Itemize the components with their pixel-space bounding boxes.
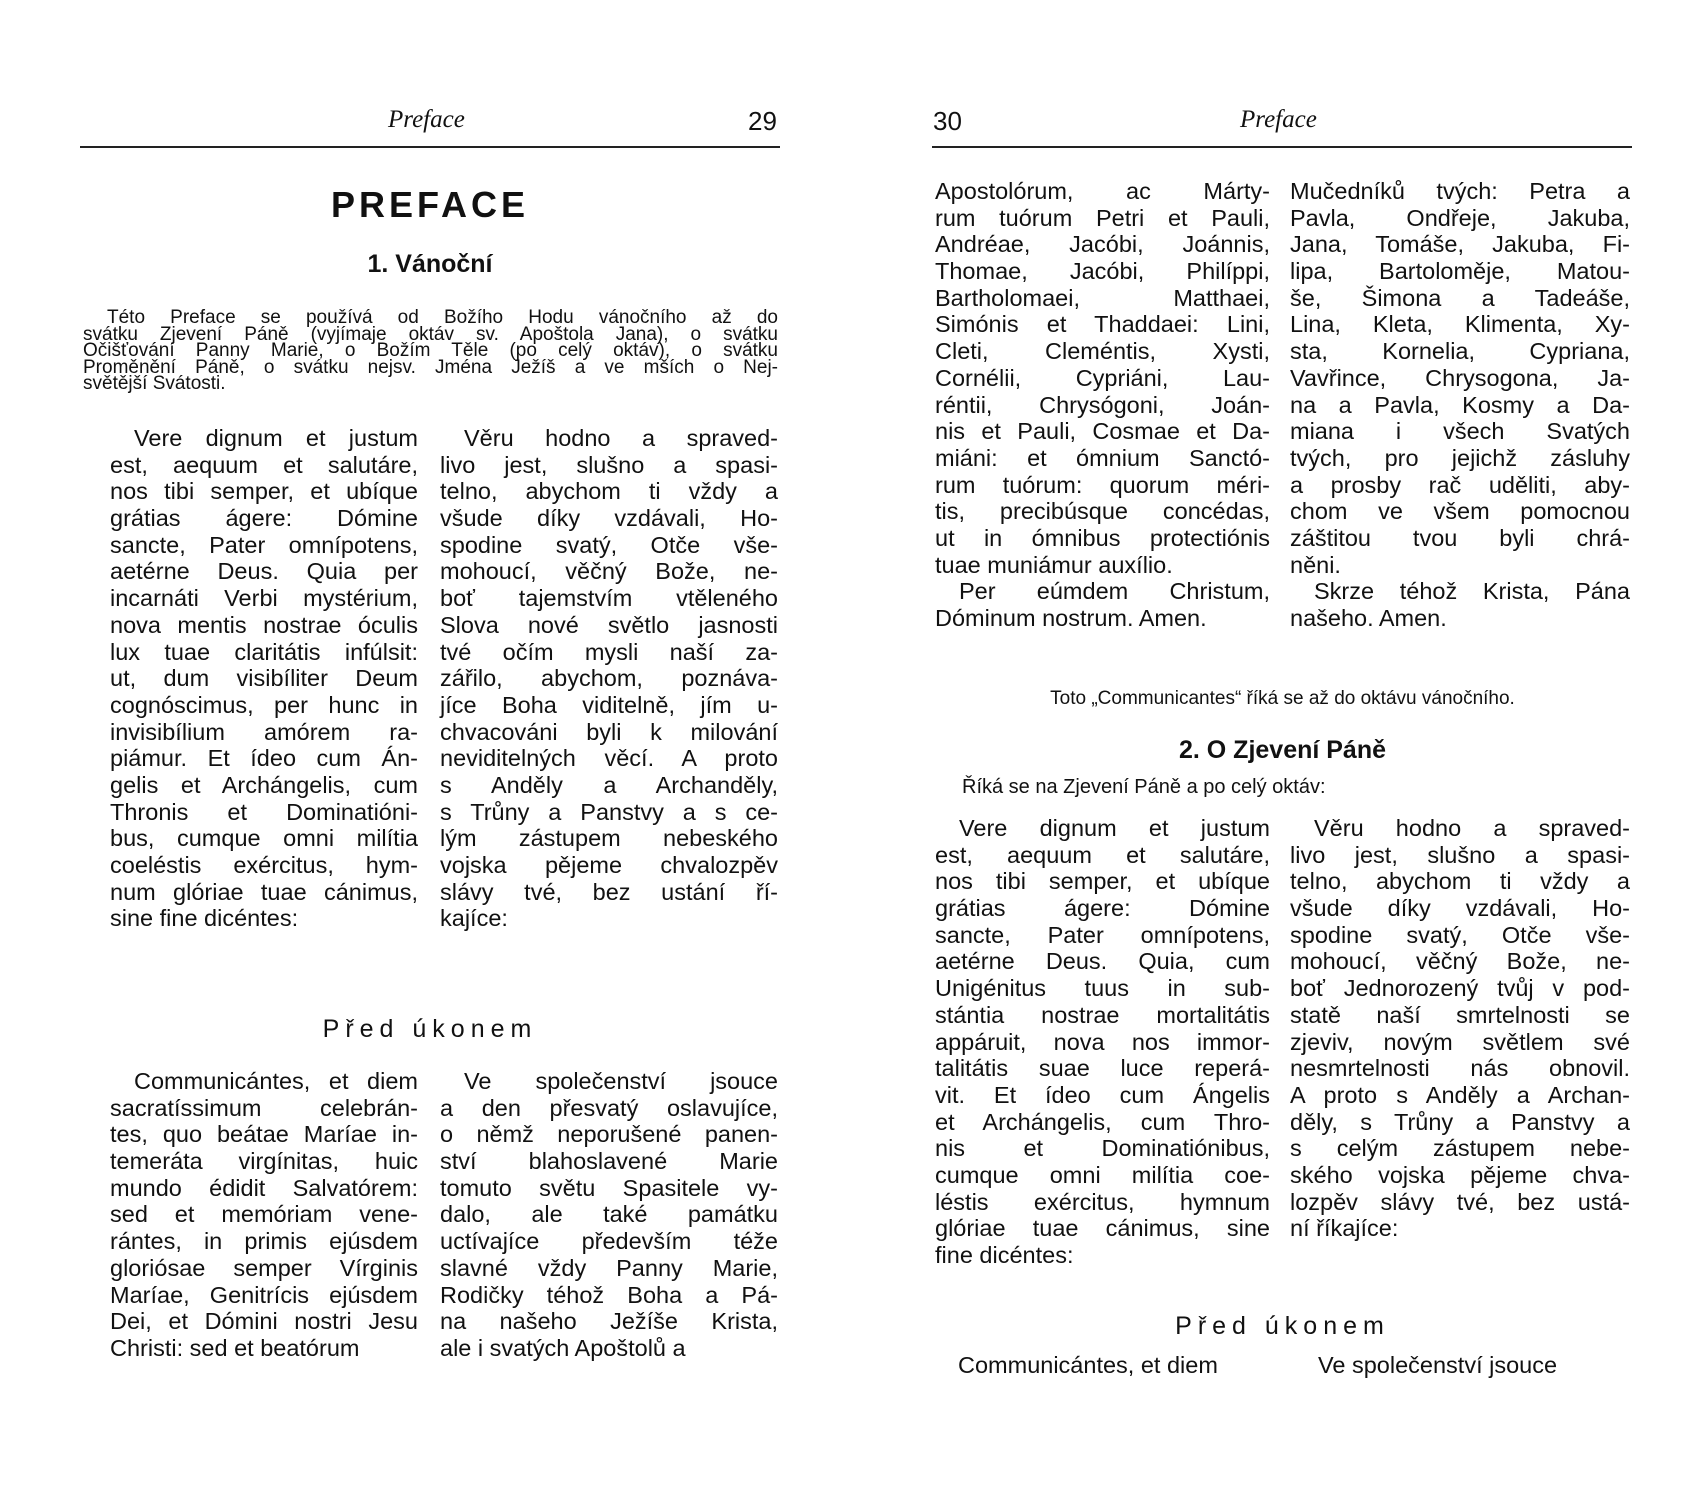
text-line: lipa, Bartoloměje, Matou- xyxy=(1290,258,1630,285)
running-header-right: Preface xyxy=(1240,106,1317,133)
subheading-communicantes: Před úkonem xyxy=(322,1015,538,1043)
text-line: tes, quo beátae Maríae in- xyxy=(110,1121,418,1148)
text-line: Maríae, Genitrícis ejúsdem xyxy=(110,1281,418,1308)
text-line: s Anděly a Archanděly, xyxy=(440,771,778,798)
text-line: sed et memóriam vene- xyxy=(110,1201,418,1228)
text-line: ní říkajíce: xyxy=(1290,1215,1399,1242)
text-line: invisibílium amórem ra- xyxy=(110,718,418,745)
text-line: mohoucí, věčný Bože, ne- xyxy=(440,558,778,585)
text-line: talitátis suae luce reperá- xyxy=(935,1055,1270,1082)
text-line: Dei, et Dómini nostri Jesu xyxy=(110,1308,418,1335)
text-line: Ve společenství jsouce xyxy=(464,1068,778,1094)
text-line: fine dicéntes: xyxy=(935,1242,1074,1268)
text-line: nos tibi semper, et ubíque xyxy=(935,868,1270,895)
text-line: grátias ágere: Dómine xyxy=(110,505,418,532)
text-line: ství blahoslavené Marie xyxy=(440,1148,778,1175)
text-line: s celým zástupem nebe- xyxy=(1290,1135,1630,1162)
text-line: nesmrtelnosti nás obnovil. xyxy=(1290,1055,1630,1082)
text-line: boť tajemstvím vtěleného xyxy=(440,585,778,612)
rubric-epiphany: Říká se na Zjevení Páně a po celý oktáv: xyxy=(962,776,1326,798)
text-line: tvých, pro jejichž zásluhy xyxy=(1290,444,1630,471)
text-line: sancte, Pater omnípotens, xyxy=(110,531,418,558)
text-line: záštitou tvou byli chrá- xyxy=(1290,524,1630,551)
text-line: gloriósae semper Vírginis xyxy=(110,1254,418,1281)
text-line: spodine svatý, Otče vše- xyxy=(440,531,778,558)
text-line: Per eúmdem Christum, xyxy=(959,578,1270,605)
text-line: sacratíssimum celebrán- xyxy=(110,1094,418,1121)
text-line: zjeviv, novým světlem své xyxy=(1290,1028,1630,1055)
text-line: A proto s Anděly a Archan- xyxy=(1290,1081,1630,1108)
text-line: še, Šimona a Tadeáše, xyxy=(1290,284,1630,311)
text-line: stántia nostrae mortalitátis xyxy=(935,1001,1270,1028)
text-line: nos tibi semper, et ubíque xyxy=(110,478,418,505)
text-line: boť Jednorozený tvůj v pod- xyxy=(1290,975,1630,1002)
text-line: chom ve všem pomocnou xyxy=(1290,498,1630,525)
rubric-christmas xyxy=(83,305,778,394)
text-line: Unigénitus tuus in sub- xyxy=(935,975,1270,1002)
text-line: chvacováni byli k milování xyxy=(440,718,778,745)
text-line: réntii, Chrysógoni, Joán- xyxy=(935,391,1270,418)
text-line: telno, abychom ti vždy a xyxy=(1290,868,1630,895)
text-line: coeléstis exércitus, hym- xyxy=(110,852,418,878)
text-line: miana i všech Svatých xyxy=(1290,418,1630,445)
text-line: Vere dignum et justum xyxy=(134,425,418,451)
text-line: tis, precibúsque concédas, xyxy=(935,498,1270,525)
text-line: Skrze téhož Krista, Pána xyxy=(1314,578,1630,605)
latin-line-final: Communicántes, et diem xyxy=(958,1352,1218,1378)
czech-line-final: Ve společenství jsouce xyxy=(1318,1352,1558,1378)
text-line: něni. xyxy=(1290,551,1341,578)
text-line: Mučedníků tvých: Petra a xyxy=(1290,178,1630,204)
text-line: slávy tvé, bez ustání ří- xyxy=(440,878,778,905)
section-title-epiphany: 2. O Zjevení Páně xyxy=(1178,736,1387,764)
text-line: dalo, ale také památku xyxy=(440,1201,778,1228)
text-line: všude díky vzdávali, Ho- xyxy=(1290,895,1630,922)
page-title: PREFACE xyxy=(330,184,530,225)
section-title-christmas: 1. Vánoční xyxy=(367,250,493,278)
text-line: nis et Dominatiónibus, xyxy=(935,1135,1270,1162)
text-line: a den přesvatý oslavujíce, xyxy=(440,1094,778,1121)
text-line: Rodičky téhož Boha a Pá- xyxy=(440,1281,778,1308)
text-line: a prosby rač uděliti, aby- xyxy=(1290,471,1630,498)
text-line: incarnáti Verbi mystérium, xyxy=(110,585,418,612)
czech-column-2 xyxy=(440,1068,778,1362)
text-line: lým zástupem nebeského xyxy=(440,825,778,852)
header-rule-left xyxy=(80,146,780,148)
text-line: est, aequum et salutáre, xyxy=(935,841,1270,868)
text-line: lux tuae claritátis infúlsit: xyxy=(110,638,418,665)
text-line: Vere dignum et justum xyxy=(959,815,1270,841)
text-line: zářilo, abychom, poznáva- xyxy=(440,665,778,692)
subheading-communicantes-2: Před úkonem xyxy=(1175,1312,1390,1340)
text-line: Christi: sed et beatórum xyxy=(110,1334,360,1361)
text-line: glóriae tuae cánimus, sine xyxy=(935,1215,1270,1242)
text-line: miáni: et ómnium Sanctó- xyxy=(935,444,1270,471)
text-line: Vavřince, Chrysogona, Ja- xyxy=(1290,364,1630,391)
text-line: světější Svátosti. xyxy=(83,373,226,394)
text-line: ut, dum visibíliter Deum xyxy=(110,665,418,692)
text-line: nova mentis nostrae óculis xyxy=(110,611,418,638)
text-line: Této Preface se používá od Božího Hodu vánočního až do xyxy=(107,307,778,328)
text-line: Slova nové světlo jasnosti xyxy=(440,611,778,638)
text-line: Věru hodno a spraved- xyxy=(1314,815,1630,841)
text-line: mohoucí, věčný Bože, ne- xyxy=(1290,948,1630,975)
text-line: děly, s Trůny a Panstvy a xyxy=(1290,1108,1630,1135)
czech-column-3 xyxy=(1290,178,1630,632)
text-line: Thronis et Dominatióni- xyxy=(110,798,418,825)
text-line: svátku Zjevení Páně (vyjímaje oktáv sv. Apoštola Jana), o svátku xyxy=(83,323,778,345)
text-line: Cleti, Cleméntis, Xysti, xyxy=(935,338,1270,365)
text-line: všude díky vzdávali, Ho- xyxy=(440,505,778,532)
czech-column-4 xyxy=(1290,815,1630,1242)
text-line: appáruit, nova nos immor- xyxy=(935,1028,1270,1055)
text-line: ského vojska pějeme chva- xyxy=(1290,1161,1630,1188)
text-line: Cornélii, Cypriáni, Lau- xyxy=(935,364,1270,391)
text-line: num glóriae tuae cánimus, xyxy=(110,878,418,905)
latin-column-4 xyxy=(935,815,1270,1269)
text-line: rum tuórum Petri et Pauli, xyxy=(935,204,1270,231)
text-line: sancte, Pater omnípotens, xyxy=(935,921,1270,948)
text-line: sine fine dicéntes: xyxy=(110,905,299,932)
text-line: cumque omni milítia coe- xyxy=(935,1161,1270,1188)
text-line: vojska pějeme chvalozpěv xyxy=(440,852,778,878)
text-line: aetérne Deus. Quia, cum xyxy=(935,948,1270,975)
text-line: Pavla, Ondřeje, Jakuba, xyxy=(1290,204,1630,231)
text-line: sta, Kornelia, Cypriana, xyxy=(1290,338,1630,365)
text-line: s Trůny a Panstvy a s ce- xyxy=(440,798,778,825)
text-line: aetérne Deus. Quia per xyxy=(110,558,418,585)
latin-column-1 xyxy=(110,425,418,932)
text-line: piámur. Et ídeo cum Án- xyxy=(110,745,418,772)
text-line: na našeho Ježíše Krista, xyxy=(440,1308,778,1335)
text-line: Apostolórum, ac Márty- xyxy=(935,178,1270,204)
text-line: temeráta virgínitas, huic xyxy=(110,1148,418,1175)
text-line: et Archángelis, cum Thro- xyxy=(935,1108,1270,1135)
text-line: neviditelných věcí. A proto xyxy=(440,745,778,772)
text-line: livo jest, slušno a spasi- xyxy=(1290,841,1630,868)
text-line: kajíce: xyxy=(440,905,508,932)
czech-column-1 xyxy=(440,425,778,932)
text-line: est, aequum et salutáre, xyxy=(110,451,418,478)
text-line: vit. Et ídeo cum Ángelis xyxy=(935,1081,1270,1108)
page-number-left: 29 xyxy=(748,106,777,136)
text-line: ale i svatých Apoštolů a xyxy=(440,1334,686,1361)
text-line: našeho. Amen. xyxy=(1290,605,1447,631)
text-line: rántes, in primis ejúsdem xyxy=(110,1228,418,1255)
text-line: Dóminum nostrum. Amen. xyxy=(935,605,1207,631)
text-line: mundo édidit Salvatórem: xyxy=(110,1174,418,1201)
text-line: statě naší smrtelnosti se xyxy=(1290,1001,1630,1028)
text-line: gelis et Archángelis, cum xyxy=(110,771,418,798)
text-line: Simónis et Thaddaei: Lini, xyxy=(935,311,1270,338)
text-line: Communicántes, et diem xyxy=(134,1068,418,1094)
text-line: na a Pavla, Kosmy a Da- xyxy=(1290,391,1630,418)
text-line: tvé očím mysli naší za- xyxy=(440,638,778,665)
text-line: Lina, Kleta, Klimenta, Xy- xyxy=(1290,311,1630,338)
text-line: cognóscimus, per hunc in xyxy=(110,691,418,718)
text-line: uctívajíce především téže xyxy=(440,1228,778,1255)
text-line: telno, abychom ti vždy a xyxy=(440,478,778,505)
header-rule-right xyxy=(932,146,1632,148)
text-line: Andréae, Jacóbi, Joánnis, xyxy=(935,231,1270,258)
text-line: lozpěv slávy tvé, bez ustá- xyxy=(1290,1188,1630,1215)
text-line: léstis exércitus, hymnum xyxy=(935,1188,1270,1215)
page-number-right: 30 xyxy=(933,106,962,136)
latin-column-2 xyxy=(110,1068,418,1362)
text-line: rum tuórum: quorum méri- xyxy=(935,471,1270,498)
text-line: livo jest, slušno a spasi- xyxy=(440,451,778,478)
text-line: Proměnění Páně, o svátku nejsv. Jména Ježíš a ve mších o Nej- xyxy=(83,356,778,378)
text-line: grátias ágere: Dómine xyxy=(935,895,1270,922)
text-line: ut in ómnibus protectiónis xyxy=(935,524,1270,551)
text-line: nis et Pauli, Cosmae et Da- xyxy=(935,418,1270,445)
text-line: jíce Boha viditelně, jím u- xyxy=(440,691,778,718)
rubric-communicantes: Toto „Communicantes“ říká se až do oktávu vánočního. xyxy=(1050,688,1515,709)
text-line: bus, cumque omni milítia xyxy=(110,825,418,852)
text-line: tuae muniámur auxílio. xyxy=(935,551,1173,578)
text-line: slavné vždy Panny Marie, xyxy=(440,1254,778,1281)
text-line: Věru hodno a spraved- xyxy=(464,425,778,451)
running-header-left: Preface xyxy=(388,106,465,133)
text-line: Thomae, Jacóbi, Philíppi, xyxy=(935,258,1270,285)
text-line: Očišťování Panny Marie, o Božím Těle (po celý oktáv), o svátku xyxy=(83,340,778,361)
text-line: Jana, Tomáše, Jakuba, Fi- xyxy=(1290,231,1630,258)
text-line: o němž neporušené panen- xyxy=(440,1121,778,1148)
latin-column-3 xyxy=(935,178,1270,632)
text-line: spodine svatý, Otče vše- xyxy=(1290,921,1630,948)
text-line: tomuto světu Spasitele vy- xyxy=(440,1174,778,1201)
text-line: Bartholomaei, Matthaei, xyxy=(935,284,1270,311)
